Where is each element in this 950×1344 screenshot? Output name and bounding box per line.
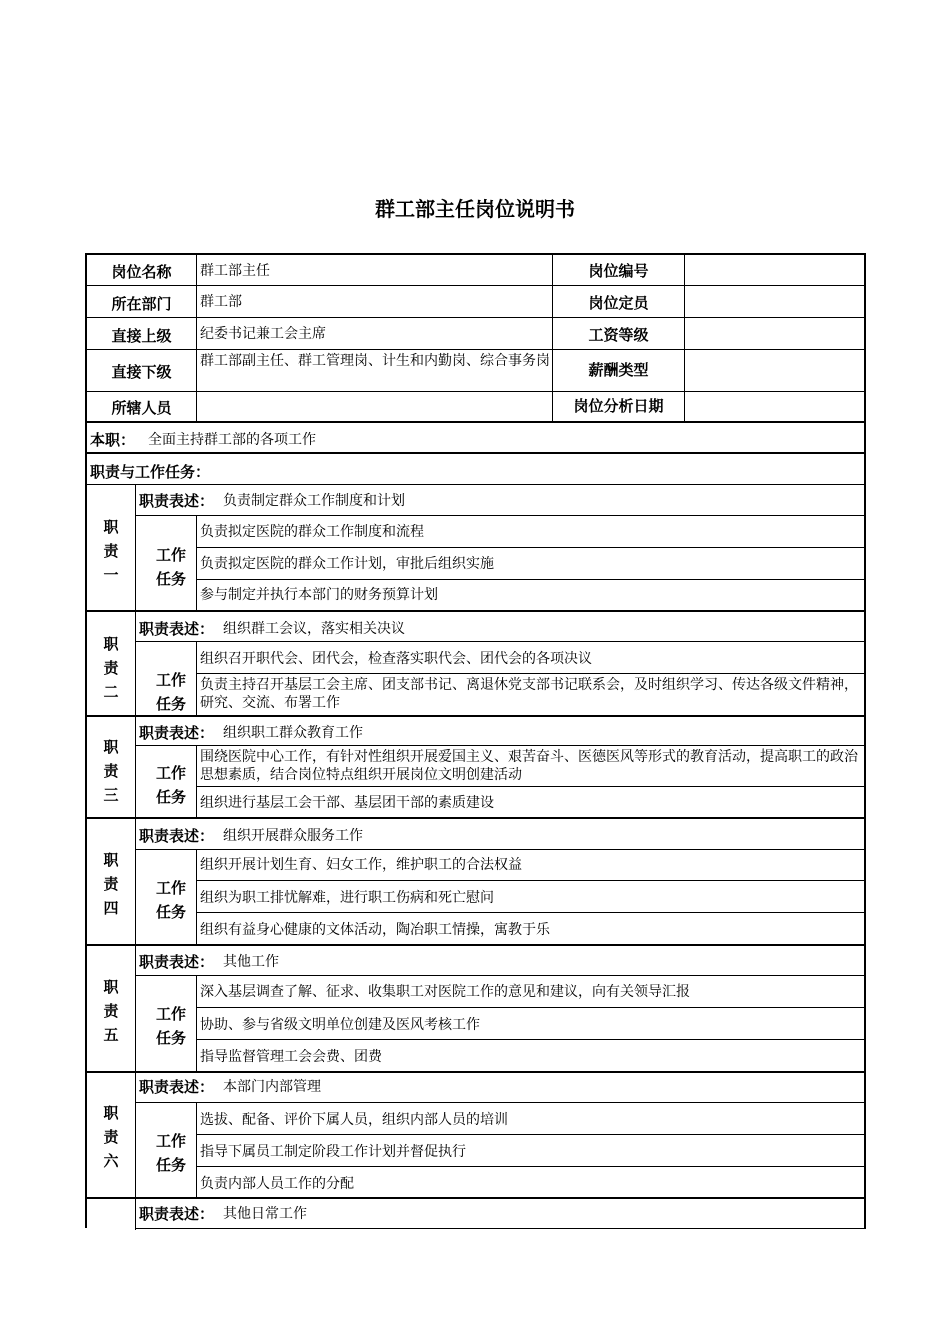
duty-summary-label: 本职：	[90, 431, 136, 449]
duty-1-task-2: 负责拟定医院的群众工作计划，审批后组织实施	[200, 556, 494, 572]
duty-5-statement-label: 职责表述：	[139, 953, 215, 971]
label-pay-type: 薪酬类型	[588, 361, 649, 379]
duty-3-task-1: 围绕医院中心工作，有针对性组织开展爱国主义、艰苦奋斗、医德医风等形式的教育活动，提高职工的政治思想素质，结合岗位特点组织开展岗位文明创建活动	[200, 749, 858, 783]
duty-2-statement-label: 职责表述：	[139, 620, 215, 638]
page-title: 群工部主任岗位说明书	[375, 197, 575, 221]
duty-1-statement-label: 职责表述：	[139, 492, 215, 510]
duties-heading: 职责与工作任务：	[90, 463, 211, 481]
label-department: 所在部门	[111, 295, 172, 313]
duty-4-task-3: 组织有益身心健康的文体活动，陶冶职工情操，寓教于乐	[200, 922, 550, 938]
value-position-name: 群工部主任	[200, 263, 270, 279]
duty-2-name: 职责二	[103, 635, 119, 701]
duty-3-work-label: 工作任务	[155, 764, 186, 806]
label-position-name: 岗位名称	[111, 263, 172, 281]
duty-7-statement-label: 职责表述：	[139, 1205, 215, 1223]
label-analysis-date: 岗位分析日期	[573, 397, 664, 415]
duty-6-task-3: 负责内部人员工作的分配	[200, 1176, 354, 1192]
label-direct-subordinates: 直接下级	[111, 363, 172, 381]
duty-1-task-1: 负责拟定医院的群众工作制度和流程	[200, 524, 424, 540]
duty-6-task-1: 选拔、配备、评价下属人员，组织内部人员的培训	[200, 1112, 508, 1128]
duty-5-task-2: 协助、参与省级文明单位创建及医风考核工作	[200, 1017, 480, 1033]
duty-2-task-2: 负责主持召开基层工会主席、团支部书记、离退休党支部书记联系会，及时组织学习、传达各级文件精神，研究、交流、布署工作	[200, 677, 858, 711]
duty-1-work-label: 工作任务	[155, 546, 186, 588]
duty-4-work-label: 工作任务	[155, 879, 186, 921]
duty-2-task-1: 组织召开职代会、团代会，检查落实职代会、团代会的各项决议	[200, 651, 592, 667]
label-salary-grade: 工资等级	[588, 326, 649, 344]
duty-5-statement: 其他工作	[223, 954, 279, 970]
duty-6-statement: 本部门内部管理	[223, 1079, 321, 1095]
duty-5-task-1: 深入基层调查了解、征求、收集职工对医院工作的意见和建议，向有关领导汇报	[200, 984, 690, 1000]
label-position-id: 岗位编号	[588, 262, 649, 280]
duty-7-statement: 其他日常工作	[223, 1206, 307, 1222]
duty-3-statement-label: 职责表述：	[139, 724, 215, 742]
duty-4-task-2: 组织为职工排忧解难，进行职工伤病和死亡慰问	[200, 890, 494, 906]
duty-6-statement-label: 职责表述：	[139, 1078, 215, 1096]
duty-summary-text: 全面主持群工部的各项工作	[148, 432, 316, 448]
duty-3-task-2: 组织进行基层工会干部、基层团干部的素质建设	[200, 795, 494, 811]
job-description-table	[85, 253, 866, 1228]
duty-4-task-1: 组织开展计划生育、妇女工作，维护职工的合法权益	[200, 857, 522, 873]
duty-1-statement: 负责制定群众工作制度和计划	[223, 493, 405, 509]
duty-3-statement: 组织职工群众教育工作	[223, 725, 363, 741]
duty-5-name: 职责五	[103, 978, 119, 1044]
duty-6-task-2: 指导下属员工制定阶段工作计划并督促执行	[200, 1144, 466, 1160]
label-staff: 所辖人员	[111, 399, 172, 417]
label-direct-superior: 直接上级	[111, 327, 172, 345]
duty-4-statement: 组织开展群众服务工作	[223, 828, 363, 844]
duty-2-work-label: 工作任务	[155, 671, 186, 713]
label-headcount: 岗位定员	[588, 294, 649, 312]
duty-6-work-label: 工作任务	[155, 1132, 186, 1174]
duty-2-statement: 组织群工会议，落实相关决议	[223, 621, 405, 637]
duty-5-work-label: 工作任务	[155, 1005, 186, 1047]
duty-1-task-3: 参与制定并执行本部门的财务预算计划	[200, 587, 438, 603]
duty-4-name: 职责四	[103, 851, 119, 917]
duty-1-name: 职责一	[103, 518, 119, 584]
duty-5-task-3: 指导监督管理工会会费、团费	[200, 1049, 382, 1065]
duty-3-name: 职责三	[103, 738, 119, 804]
value-department: 群工部	[200, 294, 242, 310]
duty-6-name: 职责六	[103, 1104, 119, 1170]
duty-4-statement-label: 职责表述：	[139, 827, 215, 845]
value-direct-superior: 纪委书记兼工会主席	[200, 326, 326, 342]
value-direct-subordinates: 群工部副主任、群工管理岗、计生和内勤岗、综合事务岗	[200, 353, 550, 369]
